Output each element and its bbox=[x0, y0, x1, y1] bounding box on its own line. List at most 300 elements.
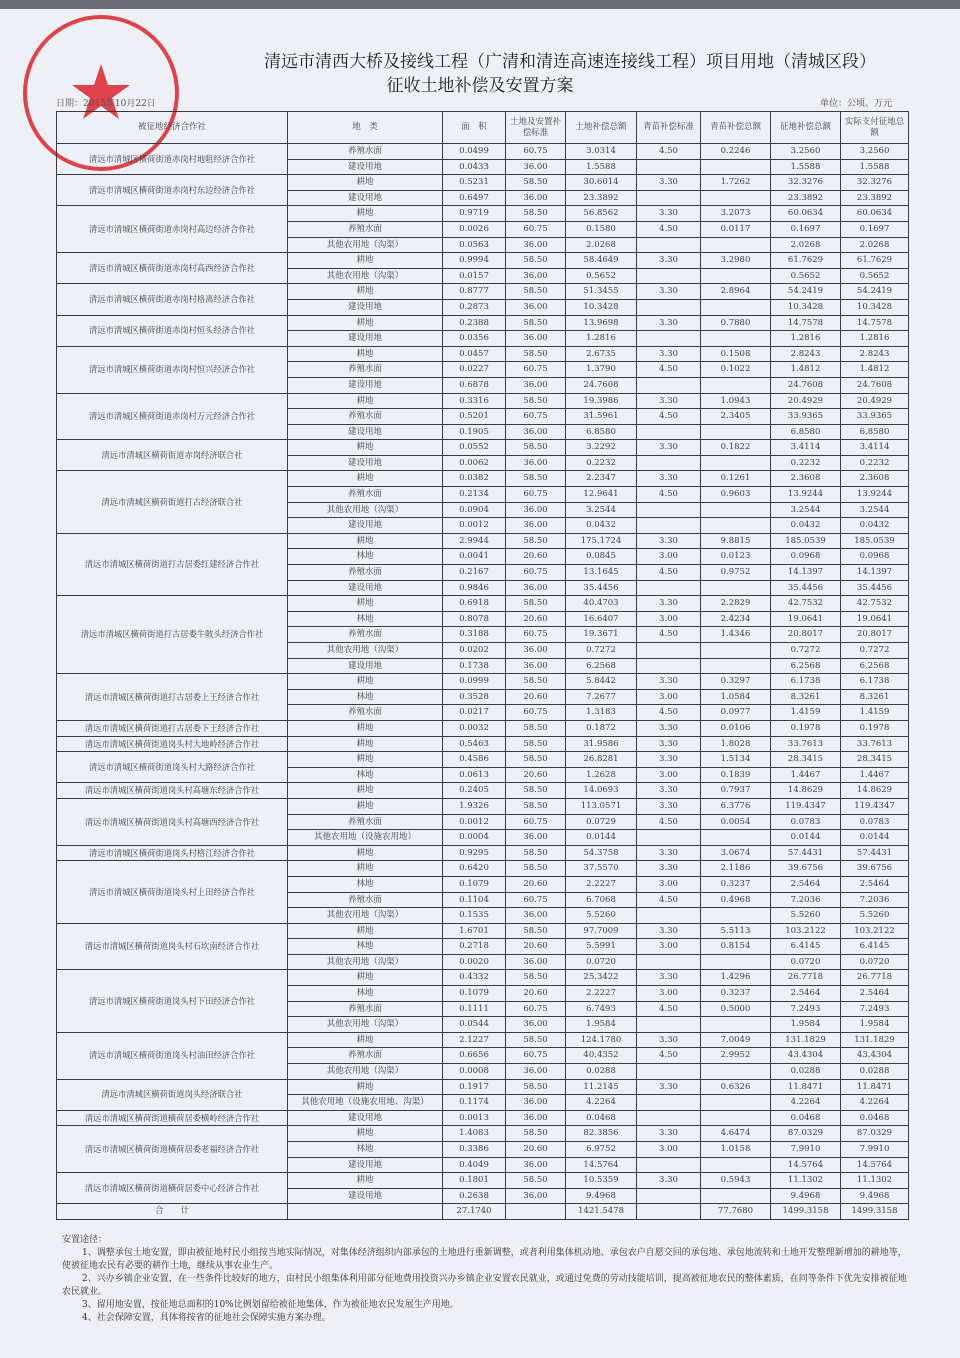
value-cell: 11.1302 bbox=[771, 1173, 841, 1189]
value-cell: 0.7272 bbox=[771, 643, 841, 659]
value-cell bbox=[701, 237, 771, 253]
value-cell: 1.8028 bbox=[701, 736, 771, 752]
value-cell: 61.7629 bbox=[841, 253, 909, 269]
value-cell: 60.75 bbox=[506, 487, 566, 503]
value-cell: 0.0012 bbox=[443, 518, 506, 534]
value-cell: 7.2493 bbox=[841, 1001, 909, 1017]
total-value-cell: 77.7680 bbox=[701, 1204, 771, 1220]
value-cell: 1.9584 bbox=[771, 1017, 841, 1033]
value-cell: 0.3297 bbox=[701, 674, 771, 690]
value-cell: 20.60 bbox=[506, 939, 566, 955]
value-cell: 51.3455 bbox=[566, 284, 637, 300]
value-cell: 0.3188 bbox=[443, 627, 506, 643]
value-cell: 7.9910 bbox=[841, 1142, 909, 1158]
value-cell: 3.30 bbox=[637, 845, 701, 861]
land-type-cell: 养殖水面 bbox=[288, 362, 443, 378]
value-cell: 0.0062 bbox=[443, 455, 506, 471]
value-cell: 0.2232 bbox=[771, 455, 841, 471]
value-cell: 36.00 bbox=[506, 954, 566, 970]
value-cell bbox=[701, 190, 771, 206]
value-cell: 9.4968 bbox=[771, 1188, 841, 1204]
value-cell: 60.75 bbox=[506, 221, 566, 237]
value-cell: 0.0144 bbox=[841, 830, 909, 846]
value-cell: 58.50 bbox=[506, 736, 566, 752]
value-cell: 36.00 bbox=[506, 643, 566, 659]
value-cell: 2.2227 bbox=[566, 876, 637, 892]
value-cell bbox=[637, 268, 701, 284]
value-cell: 7.2036 bbox=[771, 892, 841, 908]
land-type-cell: 林地 bbox=[288, 767, 443, 783]
value-cell: 58.50 bbox=[506, 284, 566, 300]
land-type-cell: 耕地 bbox=[288, 798, 443, 814]
value-cell: 3.2560 bbox=[771, 144, 841, 160]
value-cell: 0.0457 bbox=[443, 346, 506, 362]
value-cell: 2.6735 bbox=[566, 346, 637, 362]
value-cell: 7.0049 bbox=[701, 1032, 771, 1048]
value-cell: 58.50 bbox=[506, 315, 566, 331]
value-cell: 36.00 bbox=[506, 1188, 566, 1204]
value-cell: 36.00 bbox=[506, 1017, 566, 1033]
land-type-cell: 耕地 bbox=[288, 596, 443, 612]
land-type-cell: 养殖水面 bbox=[288, 144, 443, 160]
value-cell: 42.7532 bbox=[771, 596, 841, 612]
value-cell: 1.5588 bbox=[841, 159, 909, 175]
document-subtitle: 征收土地补偿及安置方案 bbox=[386, 76, 574, 96]
land-type-cell: 其他农用地（沟渠） bbox=[288, 237, 443, 253]
value-cell: 8.3261 bbox=[841, 689, 909, 705]
value-cell: 0.0123 bbox=[701, 549, 771, 565]
value-cell: 0.0004 bbox=[443, 830, 506, 846]
value-cell: 20.8017 bbox=[771, 627, 841, 643]
value-cell: 58.50 bbox=[506, 206, 566, 222]
value-cell: 4.50 bbox=[637, 409, 701, 425]
value-cell bbox=[637, 502, 701, 518]
value-cell: 0.0783 bbox=[841, 814, 909, 830]
value-cell: 6.4145 bbox=[771, 939, 841, 955]
table-row bbox=[57, 783, 909, 799]
value-cell: 5.5260 bbox=[771, 908, 841, 924]
value-cell bbox=[701, 908, 771, 924]
value-cell: 20.60 bbox=[506, 611, 566, 627]
value-cell: 33.9365 bbox=[771, 409, 841, 425]
value-cell: 3.30 bbox=[637, 1032, 701, 1048]
value-cell: 2.0268 bbox=[841, 237, 909, 253]
value-cell: 3.30 bbox=[637, 970, 701, 986]
land-type-cell: 养殖水面 bbox=[288, 1048, 443, 1064]
value-cell: 0.9603 bbox=[701, 487, 771, 503]
table-row bbox=[57, 845, 909, 861]
value-cell: 0.3237 bbox=[701, 876, 771, 892]
value-cell: 14.5764 bbox=[566, 1157, 637, 1173]
value-cell: 103.2122 bbox=[771, 923, 841, 939]
land-type-cell: 建设用地 bbox=[288, 455, 443, 471]
compensation-table bbox=[56, 111, 909, 1220]
value-cell: 6.4145 bbox=[841, 939, 909, 955]
value-cell: 6.8580 bbox=[771, 424, 841, 440]
land-type-cell: 建设用地 bbox=[288, 1157, 443, 1173]
value-cell: 14.1397 bbox=[771, 565, 841, 581]
value-cell: 6.8580 bbox=[566, 424, 637, 440]
value-cell: 0.9295 bbox=[443, 845, 506, 861]
value-cell bbox=[701, 268, 771, 284]
value-cell: 0.1261 bbox=[701, 471, 771, 487]
total-value-cell: 1499.3158 bbox=[771, 1204, 841, 1220]
table-row bbox=[57, 206, 909, 222]
land-type-cell: 耕地 bbox=[288, 315, 443, 331]
land-type-cell: 耕地 bbox=[288, 253, 443, 269]
value-cell: 11.2145 bbox=[566, 1079, 637, 1095]
value-cell: 5.8442 bbox=[566, 674, 637, 690]
cooperative-name: 清远市清城区横荷街道岗头村高塘西经济合作社 bbox=[57, 798, 288, 845]
value-cell: 33.7613 bbox=[771, 736, 841, 752]
value-cell: 82.3856 bbox=[566, 1126, 637, 1142]
table-row bbox=[57, 596, 909, 612]
value-cell: 9.4968 bbox=[841, 1188, 909, 1204]
value-cell: 12.9641 bbox=[566, 487, 637, 503]
header-cell: 实际支付征地总额 bbox=[841, 112, 909, 144]
value-cell: 36.00 bbox=[506, 237, 566, 253]
table-row bbox=[57, 346, 909, 362]
value-cell: 3.30 bbox=[637, 752, 701, 768]
value-cell: 0.0499 bbox=[443, 144, 506, 160]
value-cell: 0.0968 bbox=[771, 549, 841, 565]
value-cell: 10.3428 bbox=[841, 299, 909, 315]
value-cell: 0.1872 bbox=[566, 720, 637, 736]
value-cell: 3.30 bbox=[637, 674, 701, 690]
value-cell: 2.3405 bbox=[701, 409, 771, 425]
cooperative-name: 清远市清城区横荷街道赤岗村地咀经济合作社 bbox=[57, 144, 288, 175]
value-cell: 0.0008 bbox=[443, 1064, 506, 1080]
value-cell: 0.5463 bbox=[443, 736, 506, 752]
value-cell: 24.7608 bbox=[771, 377, 841, 393]
table-row bbox=[57, 861, 909, 877]
value-cell bbox=[637, 1188, 701, 1204]
land-type-cell: 建设用地 bbox=[288, 518, 443, 534]
value-cell bbox=[701, 1188, 771, 1204]
value-cell: 3.30 bbox=[637, 393, 701, 409]
value-cell: 24.7608 bbox=[566, 377, 637, 393]
value-cell: 0.4586 bbox=[443, 752, 506, 768]
value-cell bbox=[637, 518, 701, 534]
value-cell: 0.1174 bbox=[443, 1095, 506, 1111]
value-cell bbox=[701, 1095, 771, 1111]
value-cell: 26.7718 bbox=[771, 970, 841, 986]
cooperative-name: 清远市清城区横荷街道赤岗经济联合社 bbox=[57, 440, 288, 471]
value-cell: 0.0904 bbox=[443, 502, 506, 518]
value-cell: 5.5260 bbox=[566, 908, 637, 924]
value-cell: 0.1697 bbox=[771, 221, 841, 237]
value-cell: 0.5652 bbox=[566, 268, 637, 284]
value-cell: 0.1079 bbox=[443, 986, 506, 1002]
value-cell: 0.4968 bbox=[701, 892, 771, 908]
value-cell: 7.9910 bbox=[771, 1142, 841, 1158]
cooperative-name: 清远市清城区横荷街道岗头村下田经济合作社 bbox=[57, 970, 288, 1032]
value-cell: 0.0720 bbox=[566, 954, 637, 970]
value-cell: 35.4456 bbox=[771, 580, 841, 596]
value-cell: 43.4304 bbox=[841, 1048, 909, 1064]
table-row bbox=[57, 393, 909, 409]
value-cell: 3.30 bbox=[637, 1079, 701, 1095]
value-cell: 1.3790 bbox=[566, 362, 637, 378]
value-cell: 0.6656 bbox=[443, 1048, 506, 1064]
value-cell bbox=[637, 1064, 701, 1080]
table-header-row bbox=[57, 112, 909, 144]
value-cell: 1.4812 bbox=[771, 362, 841, 378]
land-type-cell: 建设用地 bbox=[288, 299, 443, 315]
value-cell bbox=[701, 954, 771, 970]
value-cell: 19.0641 bbox=[771, 611, 841, 627]
value-cell: 124.1780 bbox=[566, 1032, 637, 1048]
value-cell: 6.2568 bbox=[841, 658, 909, 674]
value-cell: 0.1580 bbox=[566, 221, 637, 237]
value-cell bbox=[701, 580, 771, 596]
value-cell: 0.6918 bbox=[443, 596, 506, 612]
value-cell: 54.2419 bbox=[771, 284, 841, 300]
table-row bbox=[57, 284, 909, 300]
value-cell: 23.3892 bbox=[566, 190, 637, 206]
cooperative-name: 清远市清城区横荷街道岗头村上田经济合作社 bbox=[57, 861, 288, 923]
table-row bbox=[57, 175, 909, 191]
cooperative-name: 清远市清城区横荷街道岗头经济联合社 bbox=[57, 1079, 288, 1110]
note-item: 1、调整承包土地安置，即由被征地村民小组按当地实际情况，对集体经济组织内部承包的土地进行重新调整，或者利用集体机动地、承包农户自愿交回的承包地、承包地流转和土地开发整理新增加的耕地等，使被征地农民有必要的耕作土地，继续从事农业生产。 bbox=[62, 1248, 907, 1271]
value-cell: 1.0584 bbox=[701, 689, 771, 705]
value-cell: 40.4703 bbox=[566, 596, 637, 612]
value-cell: 0.1508 bbox=[701, 346, 771, 362]
cooperative-name: 清远市清城区横荷街道打古居委红建经济合作社 bbox=[57, 533, 288, 595]
value-cell: 33.9365 bbox=[841, 409, 909, 425]
land-type-cell: 耕地 bbox=[288, 720, 443, 736]
value-cell: 7.2677 bbox=[566, 689, 637, 705]
table-row bbox=[57, 720, 909, 736]
cooperative-name: 清远市清城区横荷街道打古经济联合社 bbox=[57, 471, 288, 533]
value-cell: 0.2388 bbox=[443, 315, 506, 331]
value-cell: 20.60 bbox=[506, 767, 566, 783]
value-cell bbox=[701, 424, 771, 440]
value-cell: 0.3316 bbox=[443, 393, 506, 409]
value-cell: 3.30 bbox=[637, 175, 701, 191]
value-cell: 20.60 bbox=[506, 876, 566, 892]
value-cell: 40.4352 bbox=[566, 1048, 637, 1064]
value-cell: 0.0012 bbox=[443, 814, 506, 830]
value-cell: 0.6497 bbox=[443, 190, 506, 206]
land-type-cell: 建设用地 bbox=[288, 658, 443, 674]
table-row bbox=[57, 736, 909, 752]
value-cell: 9.4968 bbox=[566, 1188, 637, 1204]
value-cell bbox=[701, 518, 771, 534]
table-row bbox=[57, 315, 909, 331]
value-cell: 6.3776 bbox=[701, 798, 771, 814]
value-cell: 36.00 bbox=[506, 658, 566, 674]
value-cell: 2.9944 bbox=[443, 533, 506, 549]
value-cell: 0.0117 bbox=[701, 221, 771, 237]
value-cell: 58.50 bbox=[506, 674, 566, 690]
value-cell: 1.4296 bbox=[701, 970, 771, 986]
value-cell: 2.4234 bbox=[701, 611, 771, 627]
value-cell: 3.30 bbox=[637, 720, 701, 736]
value-cell bbox=[701, 1110, 771, 1126]
document-date: 日期：2015年10月22日 bbox=[56, 99, 156, 109]
value-cell: 36.00 bbox=[506, 299, 566, 315]
value-cell: 36.00 bbox=[506, 580, 566, 596]
value-cell: 0.6878 bbox=[443, 377, 506, 393]
value-cell: 119.4347 bbox=[771, 798, 841, 814]
cooperative-name: 清远市清城区横荷街道赤岗村东边经济合作社 bbox=[57, 175, 288, 206]
value-cell: 0.0020 bbox=[443, 954, 506, 970]
land-type-cell: 林地 bbox=[288, 689, 443, 705]
value-cell bbox=[701, 331, 771, 347]
value-cell: 4.2264 bbox=[771, 1095, 841, 1111]
value-cell: 97.7009 bbox=[566, 923, 637, 939]
value-cell: 0.0563 bbox=[443, 237, 506, 253]
value-cell: 0.7880 bbox=[701, 315, 771, 331]
cooperative-name: 清远市清城区横荷街道岗头村石坎南经济合作社 bbox=[57, 923, 288, 970]
value-cell bbox=[637, 580, 701, 596]
value-cell: 0.0544 bbox=[443, 1017, 506, 1033]
value-cell: 0.0720 bbox=[771, 954, 841, 970]
value-cell: 36.00 bbox=[506, 830, 566, 846]
value-cell: 1.9584 bbox=[841, 1017, 909, 1033]
value-cell: 10.3428 bbox=[771, 299, 841, 315]
cooperative-name: 清远市清城区横荷街道岗头村高塘东经济合作社 bbox=[57, 783, 288, 799]
value-cell: 0.1111 bbox=[443, 1001, 506, 1017]
value-cell: 3.00 bbox=[637, 689, 701, 705]
cooperative-name: 清远市清城区横荷街道横荷居委中心经济合作社 bbox=[57, 1173, 288, 1204]
value-cell: 103.2122 bbox=[841, 923, 909, 939]
value-cell: 1.5134 bbox=[701, 752, 771, 768]
value-cell: 3.30 bbox=[637, 440, 701, 456]
value-cell: 58.50 bbox=[506, 1126, 566, 1142]
land-type-cell: 养殖水面 bbox=[288, 409, 443, 425]
total-value-cell: 1421.5478 bbox=[566, 1204, 637, 1220]
land-type-cell: 林地 bbox=[288, 549, 443, 565]
value-cell: 0.7272 bbox=[566, 643, 637, 659]
value-cell: 1.4159 bbox=[841, 705, 909, 721]
land-type-cell: 耕地 bbox=[288, 783, 443, 799]
value-cell: 0.5943 bbox=[701, 1173, 771, 1189]
value-cell: 36.00 bbox=[506, 502, 566, 518]
value-cell: 58.50 bbox=[506, 970, 566, 986]
header-cell: 土地补偿总额 bbox=[566, 112, 637, 144]
value-cell: 2.9952 bbox=[701, 1048, 771, 1064]
value-cell bbox=[637, 299, 701, 315]
value-cell: 60.75 bbox=[506, 362, 566, 378]
value-cell: 0.0432 bbox=[771, 518, 841, 534]
value-cell: 36.00 bbox=[506, 1110, 566, 1126]
value-cell: 19.3671 bbox=[566, 627, 637, 643]
value-cell: 2.5464 bbox=[841, 876, 909, 892]
value-cell: 2.3608 bbox=[841, 471, 909, 487]
land-type-cell: 建设用地 bbox=[288, 1188, 443, 1204]
value-cell: 0.0026 bbox=[443, 221, 506, 237]
value-cell: 3.00 bbox=[637, 549, 701, 565]
land-type-cell: 林地 bbox=[288, 611, 443, 627]
value-cell: 0.4332 bbox=[443, 970, 506, 986]
cooperative-name: 清远市清城区横荷街道横荷居委老福经济合作社 bbox=[57, 1126, 288, 1173]
land-type-cell: 建设用地 bbox=[288, 424, 443, 440]
land-type-cell: 养殖水面 bbox=[288, 627, 443, 643]
value-cell bbox=[701, 1064, 771, 1080]
unit-label: 单位：公顷、万元 bbox=[820, 99, 893, 109]
value-cell: 2.8243 bbox=[841, 346, 909, 362]
land-type-cell: 耕地 bbox=[288, 440, 443, 456]
value-cell: 60.0634 bbox=[771, 206, 841, 222]
value-cell: 57.4431 bbox=[841, 845, 909, 861]
table-row bbox=[57, 970, 909, 986]
value-cell: 4.50 bbox=[637, 814, 701, 830]
value-cell: 0.0032 bbox=[443, 720, 506, 736]
value-cell: 113.0571 bbox=[566, 798, 637, 814]
value-cell: 14.5764 bbox=[841, 1157, 909, 1173]
value-cell: 58.50 bbox=[506, 346, 566, 362]
value-cell: 10.5359 bbox=[566, 1173, 637, 1189]
value-cell bbox=[637, 424, 701, 440]
value-cell: 36.00 bbox=[506, 518, 566, 534]
value-cell: 4.6474 bbox=[701, 1126, 771, 1142]
table-row bbox=[57, 253, 909, 269]
value-cell: 0.8078 bbox=[443, 611, 506, 627]
value-cell: 3.2073 bbox=[701, 206, 771, 222]
value-cell: 6.7493 bbox=[566, 1001, 637, 1017]
table-row bbox=[57, 1126, 909, 1142]
value-cell: 6.9752 bbox=[566, 1142, 637, 1158]
value-cell: 3.30 bbox=[637, 284, 701, 300]
value-cell: 0.2405 bbox=[443, 783, 506, 799]
value-cell: 20.4929 bbox=[771, 393, 841, 409]
value-cell: 1.6701 bbox=[443, 923, 506, 939]
value-cell: 30.6014 bbox=[566, 175, 637, 191]
value-cell: 0.1697 bbox=[841, 221, 909, 237]
value-cell: 60.75 bbox=[506, 627, 566, 643]
value-cell: 0.5000 bbox=[701, 1001, 771, 1017]
value-cell: 0.2134 bbox=[443, 487, 506, 503]
value-cell: 0.5231 bbox=[443, 175, 506, 191]
value-cell bbox=[701, 299, 771, 315]
header-cell: 青苗补偿标准 bbox=[637, 112, 701, 144]
total-value-cell: 27.1740 bbox=[443, 1204, 506, 1220]
table-row bbox=[57, 440, 909, 456]
value-cell bbox=[637, 1157, 701, 1173]
value-cell: 56.8562 bbox=[566, 206, 637, 222]
value-cell: 0.0288 bbox=[841, 1064, 909, 1080]
value-cell: 32.3276 bbox=[771, 175, 841, 191]
value-cell: 58.50 bbox=[506, 440, 566, 456]
value-cell: 3.30 bbox=[637, 861, 701, 877]
value-cell: 58.50 bbox=[506, 1032, 566, 1048]
value-cell: 131.1829 bbox=[771, 1032, 841, 1048]
land-type-cell: 耕地 bbox=[288, 1032, 443, 1048]
value-cell: 0.2638 bbox=[443, 1188, 506, 1204]
land-type-cell: 养殖水面 bbox=[288, 221, 443, 237]
value-cell: 43.4304 bbox=[771, 1048, 841, 1064]
value-cell: 5.5260 bbox=[841, 908, 909, 924]
value-cell: 3.30 bbox=[637, 736, 701, 752]
value-cell: 0.0382 bbox=[443, 471, 506, 487]
value-cell: 0.1978 bbox=[771, 720, 841, 736]
land-type-cell: 养殖水面 bbox=[288, 814, 443, 830]
value-cell: 2.2829 bbox=[701, 596, 771, 612]
value-cell: 0.0356 bbox=[443, 331, 506, 347]
value-cell: 0.1905 bbox=[443, 424, 506, 440]
value-cell: 0.0144 bbox=[771, 830, 841, 846]
value-cell: 0.0968 bbox=[841, 549, 909, 565]
value-cell: 87.0329 bbox=[841, 1126, 909, 1142]
value-cell: 3.30 bbox=[637, 253, 701, 269]
value-cell: 3.4114 bbox=[841, 440, 909, 456]
value-cell: 0.7937 bbox=[701, 783, 771, 799]
value-cell: 60.0634 bbox=[841, 206, 909, 222]
value-cell: 175.1724 bbox=[566, 533, 637, 549]
value-cell: 0.0157 bbox=[443, 268, 506, 284]
